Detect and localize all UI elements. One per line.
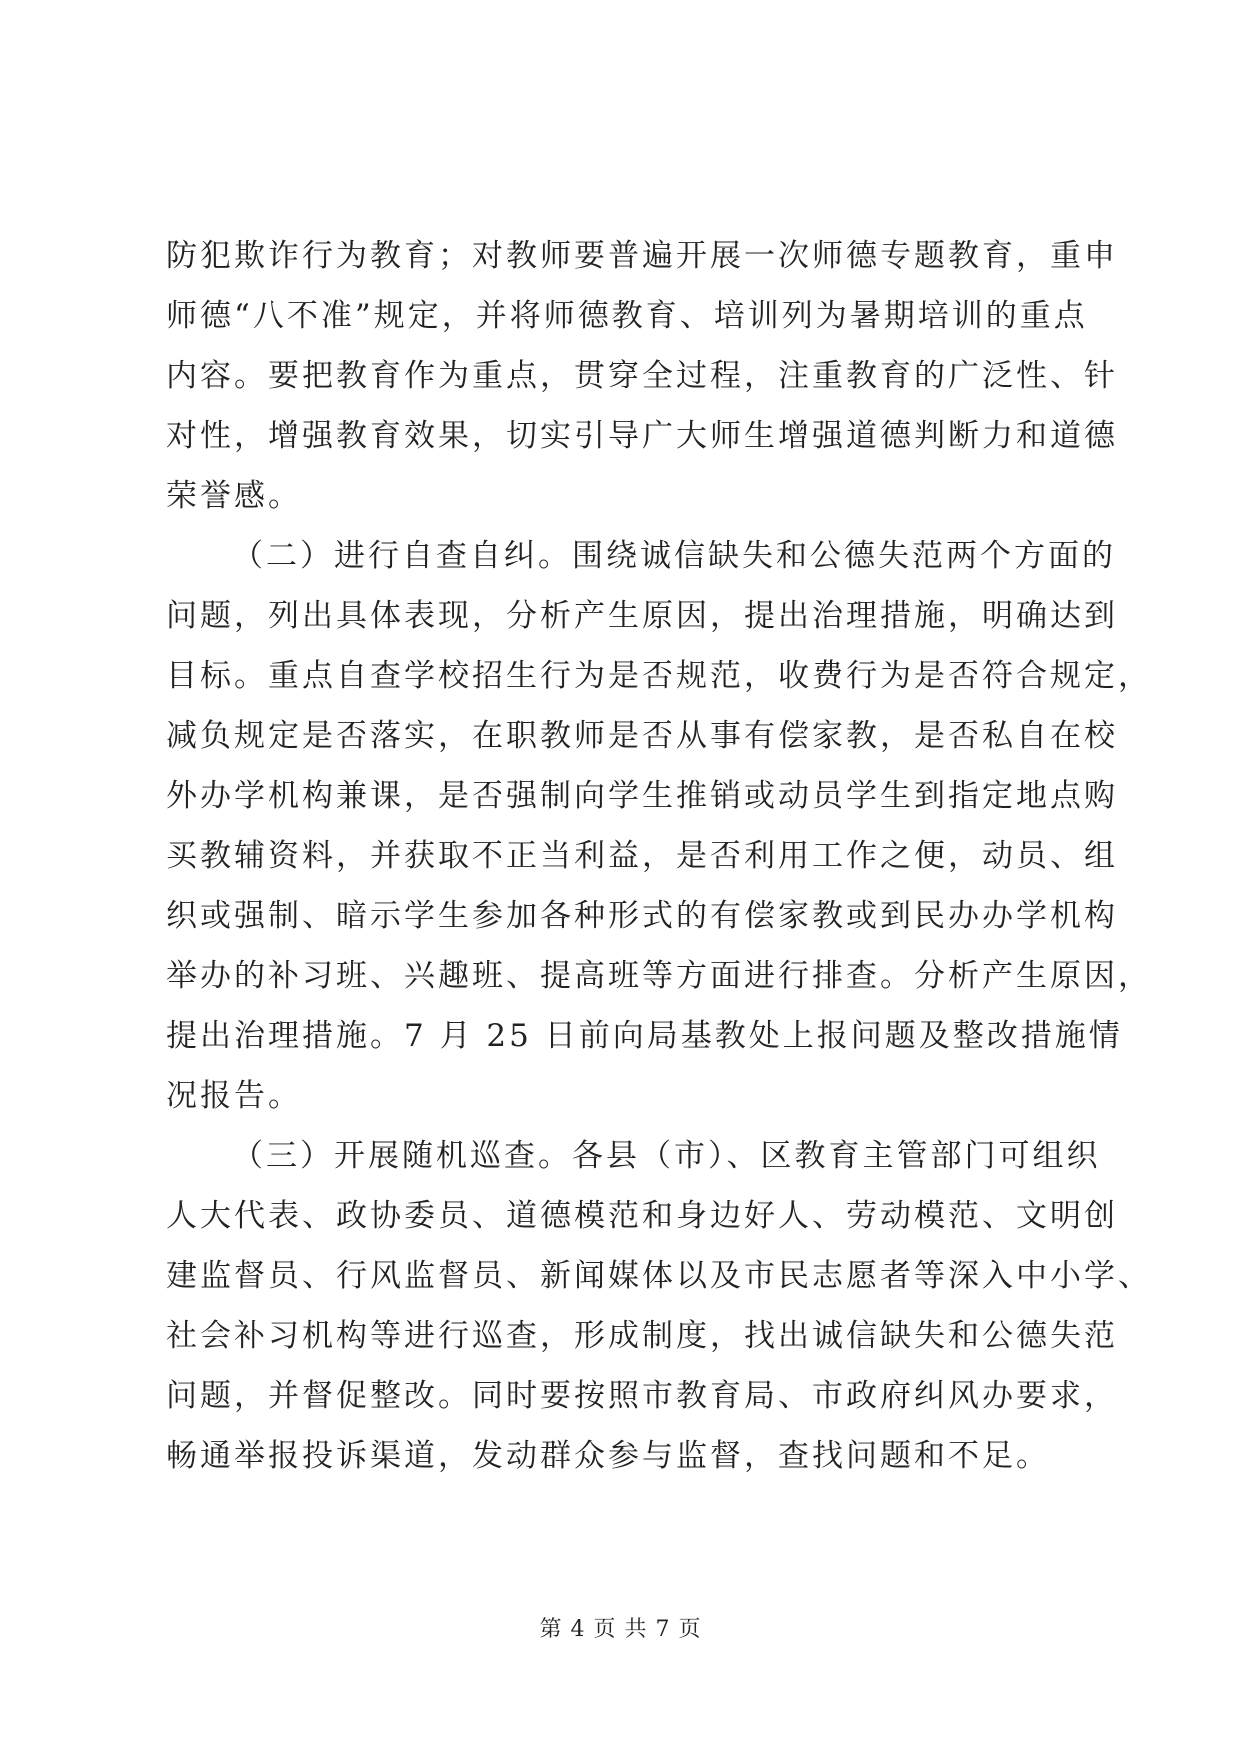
text-line: 人大代表、政协委员、道德模范和身边好人、劳动模范、文明创: [166, 1198, 1118, 1234]
text-line: （二）进行自查自纠。围绕诚信缺失和公德失范两个方面的: [232, 538, 1116, 574]
text-line: 外办学机构兼课，是否强制向学生推销或动员学生到指定地点购: [166, 778, 1118, 814]
page-number-footer: 第 4 页 共 7 页: [539, 1617, 702, 1642]
text-line: 举办的补习班、兴趣班、提高班等方面进行排查。分析产生原因，: [166, 958, 1152, 994]
text-line: 提出治理措施。7 月 25 日前向局基教处上报问题及整改措施情: [166, 1018, 1123, 1054]
text-line: 对性，增强教育效果，切实引导广大师生增强道德判断力和道德: [166, 418, 1118, 454]
text-line: （三）开展随机巡查。各县（市）、区教育主管部门可组织: [232, 1138, 1101, 1174]
text-line: 问题，并督促整改。同时要按照市教育局、市政府纠风办要求，: [166, 1378, 1118, 1414]
text-line: 防犯欺诈行为教育；对教师要普遍开展一次师德专题教育，重申: [166, 238, 1118, 274]
text-line: 社会补习机构等进行巡查，形成制度，找出诚信缺失和公德失范: [166, 1318, 1118, 1354]
text-line: 况报告。: [166, 1078, 302, 1114]
text-line: 内容。要把教育作为重点，贯穿全过程，注重教育的广泛性、针: [166, 358, 1118, 394]
text-line: 买教辅资料，并获取不正当利益，是否利用工作之便，动员、组: [166, 838, 1118, 874]
text-line: 畅通举报投诉渠道，发动群众参与监督，查找问题和不足。: [166, 1438, 1050, 1474]
text-line: 目标。重点自查学校招生行为是否规范，收费行为是否符合规定，: [166, 658, 1152, 694]
text-line: 问题，列出具体表现，分析产生原因，提出治理措施，明确达到: [166, 598, 1118, 634]
text-line: 织或强制、暗示学生参加各种形式的有偿家教或到民办办学机构: [166, 898, 1118, 934]
text-line: 师德“八不准”规定，并将师德教育、培训列为暑期培训的重点: [166, 298, 1088, 334]
body-text: [166, 226, 1152, 1486]
text-line: 建监督员、行风监督员、新闻媒体以及市民志愿者等深入中小学、: [166, 1258, 1152, 1294]
text-line: 减负规定是否落实，在职教师是否从事有偿家教，是否私自在校: [166, 718, 1118, 754]
text-line: 荣誉感。: [166, 478, 302, 514]
